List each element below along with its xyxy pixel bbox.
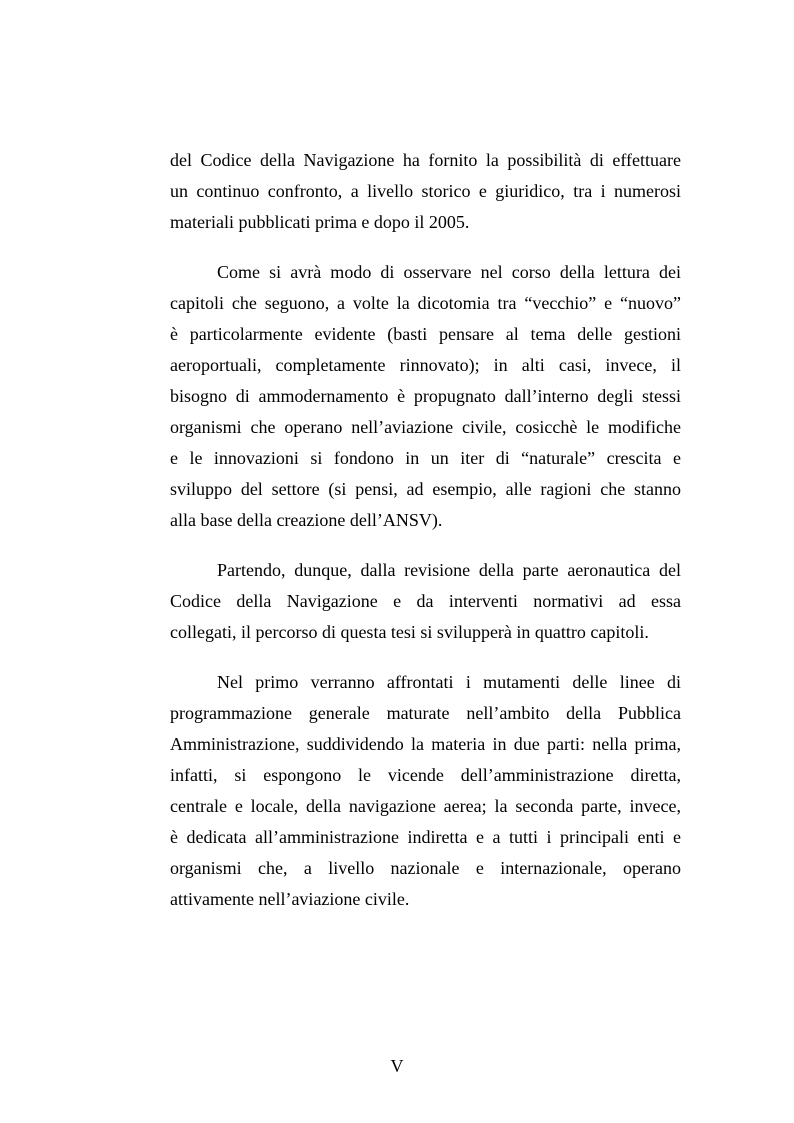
text-line: Nel primo verranno affrontati i mutamenti delle linee di <box>217 672 681 692</box>
text-line: centrale e locale, della navigazione aerea; la seconda parte, invece, <box>170 796 681 816</box>
text-line: bisogno di ammodernamento è propugnato dall’interno degli stessi <box>170 386 681 406</box>
text-line: è dedicata all’amministrazione indiretta e a tutti i principali enti e <box>170 827 681 847</box>
text-line: Amministrazione, suddividendo la materia in due parti: nella prima, <box>170 734 681 754</box>
text-line: è particolarmente evidente (basti pensare al tema delle gestioni <box>170 324 681 344</box>
text-line: aeroportuali, completamente rinnovato); in alti casi, invece, il <box>170 355 681 375</box>
text-line: programmazione generale maturate nell’ambito della Pubblica <box>170 703 681 723</box>
text-line: alla base della creazione dell’ANSV). <box>170 510 443 530</box>
text-line: Come si avrà modo di osservare nel corso della lettura dei <box>217 262 681 282</box>
text-line: un continuo confronto, a livello storico e giuridico, tra i numerosi <box>170 181 681 201</box>
text-line: infatti, si espongono le vicende dell’amministrazione diretta, <box>170 765 681 785</box>
text-line: Partendo, dunque, dalla revisione della parte aeronautica del <box>217 560 681 580</box>
paragraph-2 <box>170 257 681 536</box>
text-line: organismi che, a livello nazionale e internazionale, operano <box>170 858 681 878</box>
body-text <box>170 145 681 934</box>
text-line: organismi che operano nell’aviazione civile, cosicchè le modifiche <box>170 417 681 437</box>
text-line: e le innovazioni si fondono in un iter di “naturale” crescita e <box>170 448 681 468</box>
paragraph-4 <box>170 667 681 915</box>
text-line: del Codice della Navigazione ha fornito la possibilità di effettuare <box>170 150 681 170</box>
paragraph-1 <box>170 145 681 238</box>
page-number: V <box>390 1056 404 1076</box>
text-line: collegati, il percorso di questa tesi si svilupperà in quattro capitoli. <box>170 622 649 642</box>
text-line: materiali pubblicati prima e dopo il 2005. <box>170 212 470 232</box>
text-line: sviluppo del settore (si pensi, ad esempio, alle ragioni che stanno <box>170 479 681 499</box>
text-line: Codice della Navigazione e da interventi normativi ad essa <box>170 591 681 611</box>
text-line: capitoli che seguono, a volte la dicotomia tra “vecchio” e “nuovo” <box>170 293 681 313</box>
text-line: attivamente nell’aviazione civile. <box>170 889 410 909</box>
paragraph-3 <box>170 555 681 648</box>
